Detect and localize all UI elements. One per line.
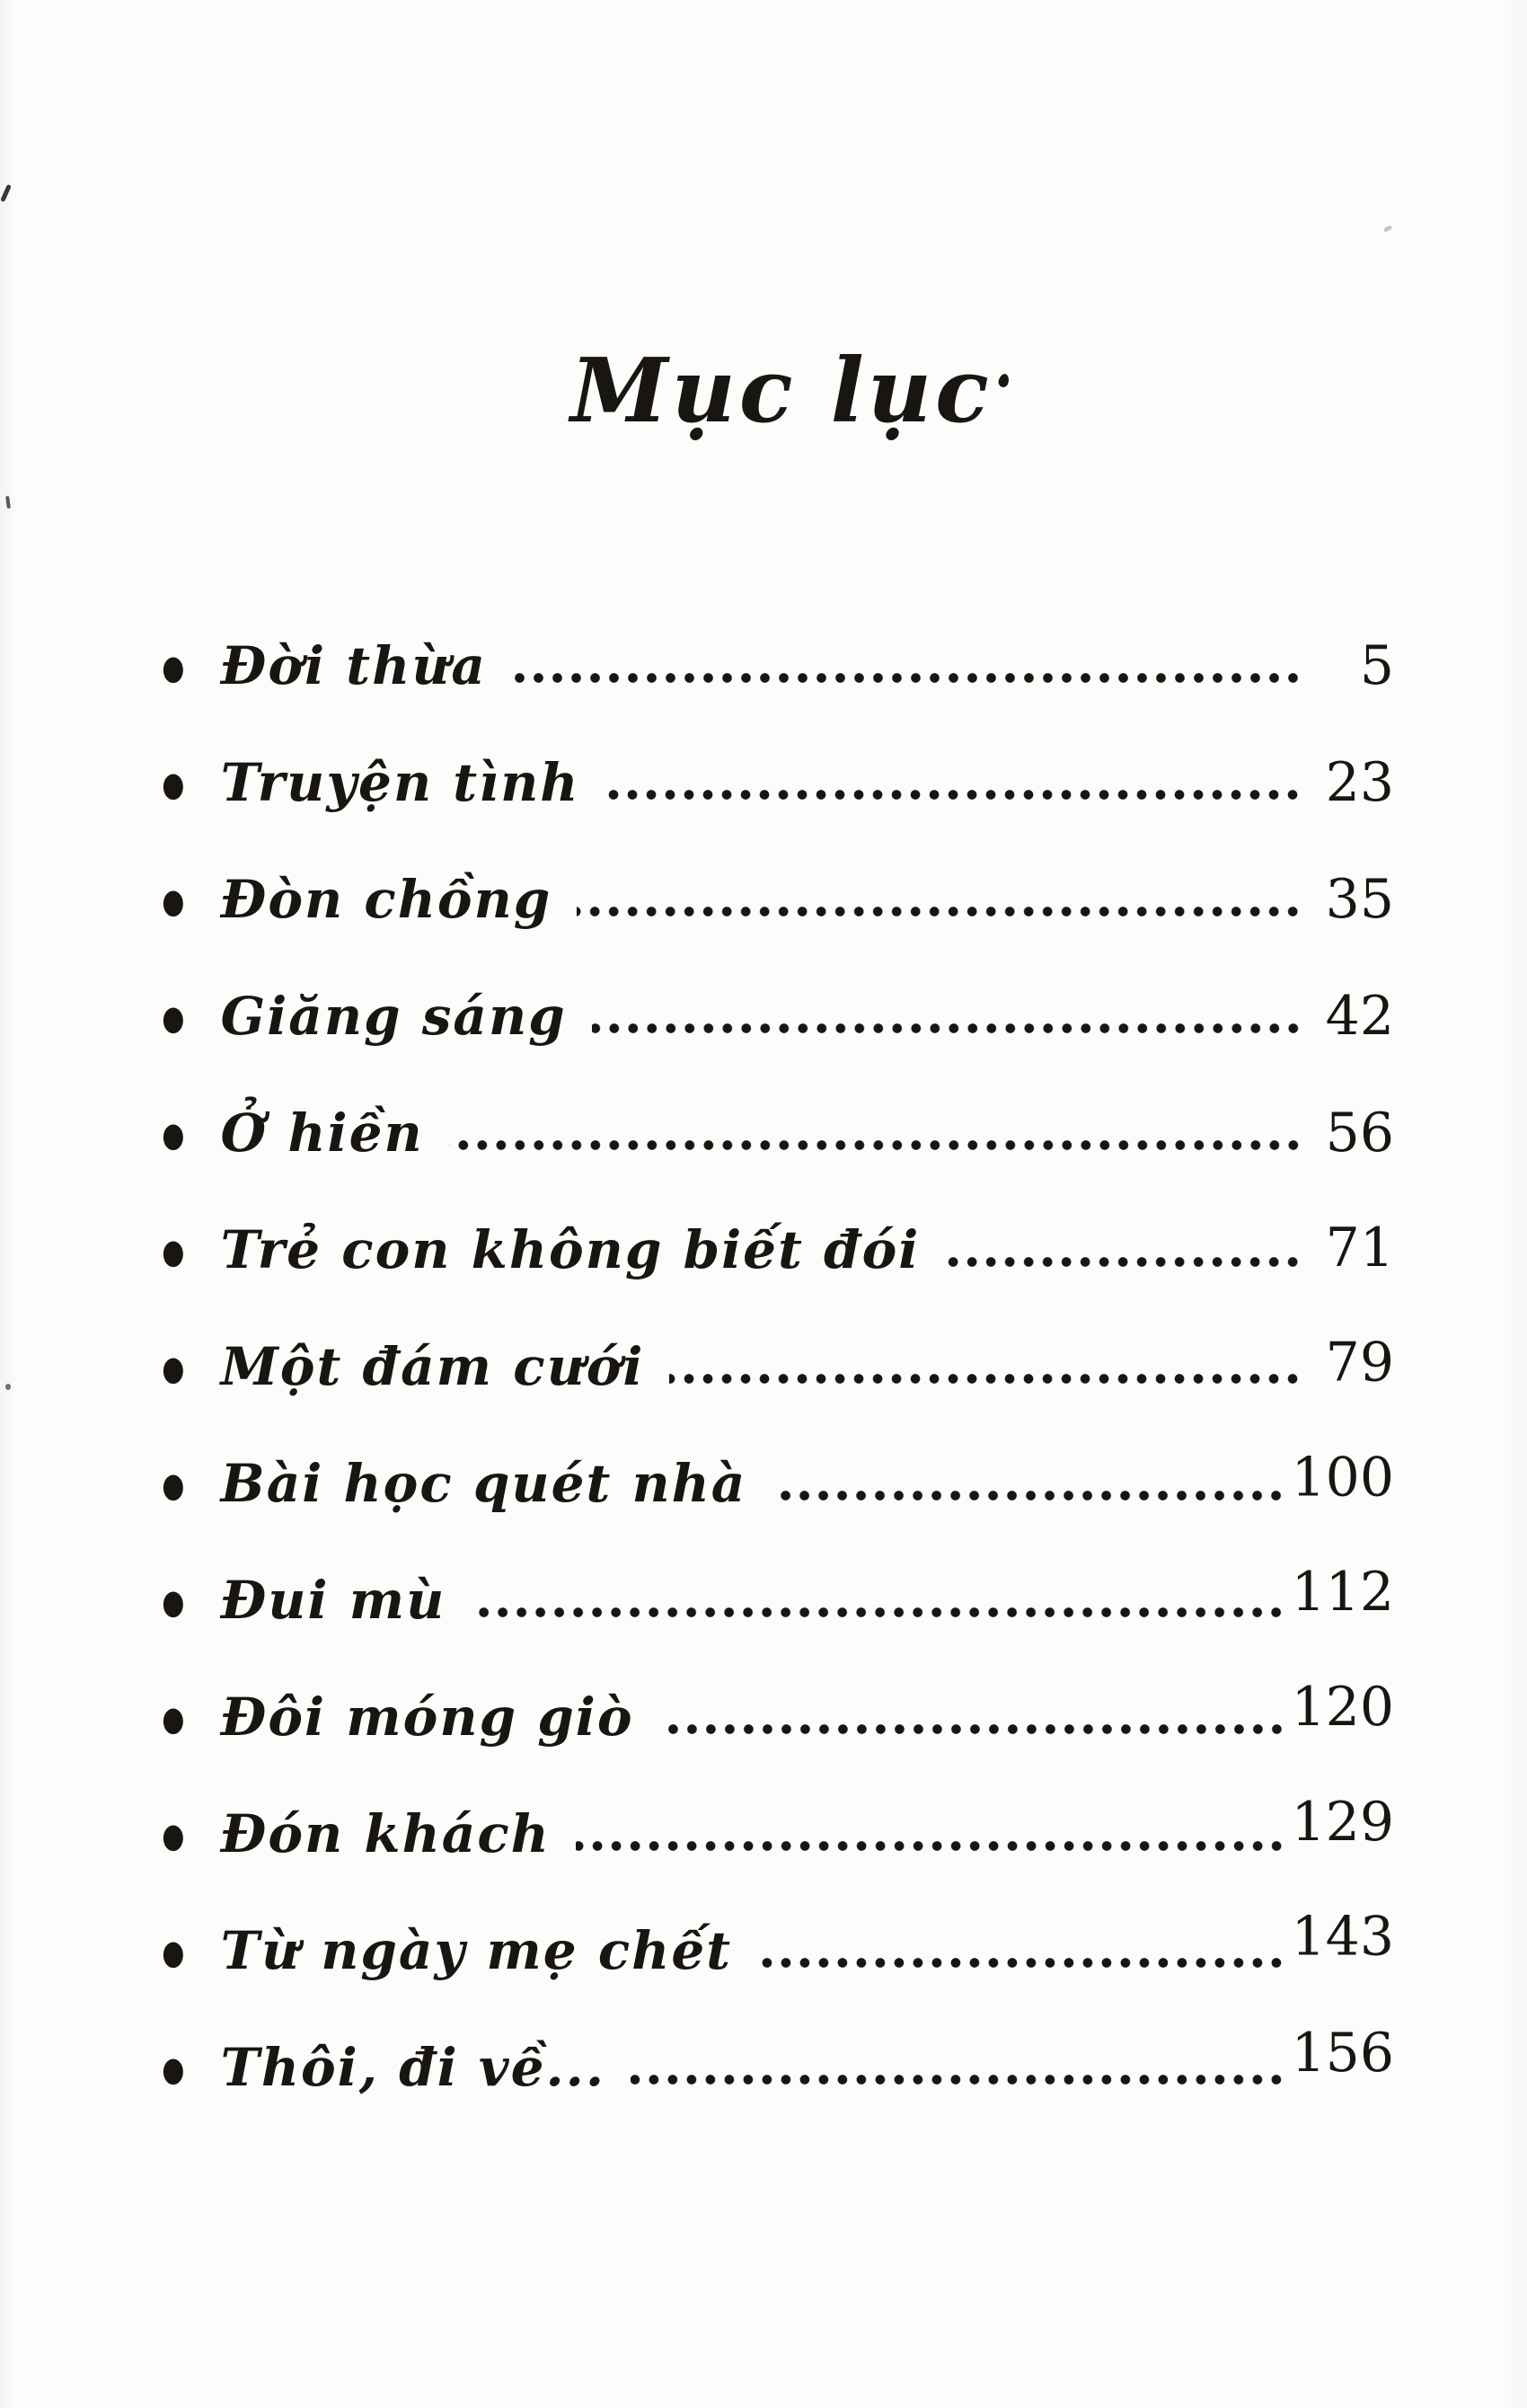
toc-entry (0, 1905, 1527, 2036)
toc-entry (0, 1561, 1527, 1686)
toc-entry (0, 868, 1527, 985)
toc-entry-page: 156 (1291, 2022, 1394, 2085)
toc-entry-page: 100 (1291, 1446, 1394, 1509)
bullet-icon: ● (162, 1115, 185, 1155)
bullet-icon: ● (162, 765, 185, 805)
toc-entry-page: 79 (1325, 1331, 1394, 1394)
toc-entry-page: 56 (1325, 1102, 1394, 1164)
toc-entry-title: Đón khách (220, 1803, 551, 1864)
toc-entry-page: 112 (1291, 1561, 1394, 1625)
toc-entry-title: Một đám cưới (220, 1336, 645, 1397)
bullet-icon: ● (162, 1349, 185, 1389)
dot-leader (577, 906, 1302, 917)
page-title: Mục lục (570, 340, 993, 443)
toc-entry (0, 1676, 1527, 1802)
toc-entry-page: 129 (1291, 1790, 1394, 1854)
toc-entry-title: Truyện tình (220, 752, 580, 813)
toc-entry (0, 985, 1527, 1102)
bullet-icon: ● (162, 1465, 185, 1506)
bullet-icon: ● (162, 998, 185, 1039)
bullet-icon: ● (162, 1232, 185, 1272)
toc-list (0, 634, 1527, 2153)
toc-entry (0, 2022, 1527, 2153)
toc-entry-title: Từ ngày mẹ chết (220, 1920, 733, 1981)
dot-leader (631, 2074, 1285, 2085)
toc-entry-title: Bài học quét nhà (220, 1453, 747, 1514)
dot-leader (945, 1256, 1302, 1268)
toc-entry (0, 1102, 1527, 1218)
toc-entry (0, 1218, 1527, 1335)
bullet-icon: ● (162, 1933, 185, 1973)
dot-leader (659, 1723, 1286, 1735)
bullet-icon: ● (162, 881, 185, 922)
toc-entry-page: 5 (1359, 634, 1394, 697)
scan-speck (5, 496, 11, 509)
toc-entry-title: Giăng sáng (220, 986, 567, 1047)
bullet-icon: ● (162, 648, 185, 688)
dot-leader (449, 1139, 1302, 1151)
scan-speck (1382, 225, 1392, 233)
toc-entry-title: Trẻ con không biết đói (220, 1219, 921, 1280)
toc-entry-title: Đời thừa (220, 635, 487, 696)
scan-speck (5, 1384, 11, 1390)
toc-entry-title: Ở hiền (220, 1102, 424, 1164)
toc-entry (0, 1331, 1527, 1452)
dot-leader (471, 1607, 1285, 1618)
toc-entry-title: Thôi, đi về... (220, 2037, 606, 2098)
toc-entry (0, 634, 1527, 751)
dot-leader (576, 1840, 1286, 1852)
dot-leader (592, 1023, 1302, 1034)
dot-leader (512, 672, 1302, 684)
scan-speck (0, 184, 12, 202)
toc-entry (0, 751, 1527, 868)
dot-leader (772, 1490, 1285, 1501)
dot-leader (757, 1957, 1285, 1969)
dot-leader (605, 789, 1302, 801)
toc-entry-title: Đôi móng giò (220, 1686, 634, 1748)
bullet-icon: ● (162, 2049, 185, 2090)
toc-entry-page: 42 (1325, 985, 1394, 1048)
bullet-icon: ● (162, 1816, 185, 1856)
toc-entry-page: 143 (1291, 1905, 1394, 1969)
toc-entry-title: Đòn chồng (220, 869, 552, 930)
toc-entry (0, 1790, 1527, 1919)
dot-leader (669, 1373, 1302, 1385)
toc-entry-page: 120 (1291, 1676, 1394, 1739)
bullet-icon: ● (162, 1699, 185, 1740)
toc-entry-page: 71 (1325, 1216, 1394, 1279)
toc-entry-page: 35 (1325, 868, 1394, 931)
bullet-icon: ● (162, 1582, 185, 1623)
toc-entry (0, 1446, 1527, 1569)
toc-entry-title: Đui mù (220, 1570, 446, 1631)
toc-entry-page: 23 (1325, 751, 1394, 814)
